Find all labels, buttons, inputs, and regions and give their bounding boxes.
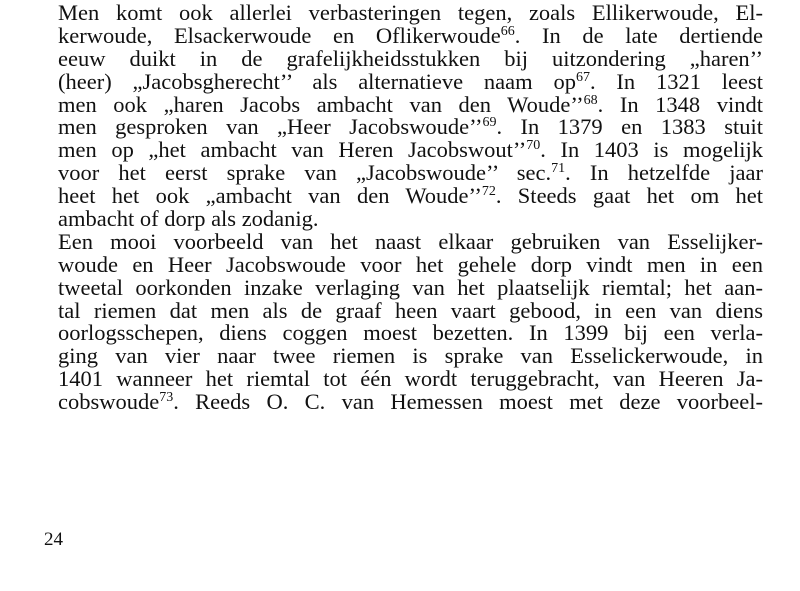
line-text: heet het ook „ambacht van den Woude’’ [58,183,482,209]
line-text: . Reeds O. C. van Hemessen moest met deze voorbeel- [173,389,763,415]
line-text: . Steeds gaat het om het [495,183,763,209]
line-text: eeuw duikt in de grafelijkheidsstukken bij uitzondering „haren’’ [58,45,763,71]
text-line [58,22,763,48]
line-text: men ook „haren Jacobs ambacht van den Woude’’ [58,91,584,117]
line-text: Men komt ook allerlei verbasteringen tegen, zoals Ellikerwoude, El- [58,0,763,25]
footnote-ref: 72 [481,184,496,200]
line-text: . In 1403 is mogelijk [540,137,763,163]
paragraph-1 [58,2,763,231]
text-line [58,322,763,345]
line-text: 1401 wanneer het riemtal tot één wordt teruggebracht, van Heeren Ja- [58,366,763,392]
line-text: Een mooi voorbeeld van het naast elkaar gebruiken van Esselijker- [58,228,763,254]
line-text: . In hetzelfde jaar [565,160,764,186]
text-line [58,185,763,208]
text-line [58,228,763,254]
text-line [58,162,763,185]
text-line [58,251,763,277]
footnote-ref: 68 [583,92,598,108]
line-text: tal riemen dat men als de graaf heen vaart gebood, in een van diens [58,297,763,323]
text-line [58,391,763,414]
line-text: ambacht of dorp als zodanig. [58,206,319,232]
text-line [58,368,763,391]
text-line [58,2,763,25]
body-text [58,2,763,414]
text-line [58,139,763,162]
line-text: men op „het ambacht van Heren Jacobswout’’ [58,137,527,163]
text-line [58,297,763,323]
footnote-ref: 69 [482,115,497,131]
text-line [58,45,763,71]
line-text: woude en Heer Jacobswoude voor het gehele dorp vindt men in een [58,251,763,277]
text-line [58,345,763,368]
line-text: tweetal oorkonden inzake verlaging van het plaatselijk riemtal; het aan- [58,274,763,300]
line-text: oorlogsschepen, diens coggen moest bezetten. In 1399 bij een verla- [58,320,763,346]
text-line [58,274,763,300]
line-text: ging van vier naar twee riemen is sprake van Esselickerwoude, in [58,343,763,369]
text-line [58,68,763,94]
text-line [58,91,763,117]
line-text: cobswoude [58,389,160,415]
footnote-ref: 70 [526,138,541,154]
text-line [58,208,763,231]
line-text: . In 1321 leest [589,68,763,94]
line-text: kerwoude, Elsackerwoude en Oflikerwoude [58,22,501,48]
line-text: . In 1379 en 1383 stuit [496,114,763,140]
page-number: 24 [44,529,63,550]
line-text: (heer) „Jacobsgherecht’’ als alternatieve naam op [58,68,576,94]
line-text: . In 1348 vindt [597,91,763,117]
line-text: voor het eerst sprake van „Jacobswoude’’ sec. [58,160,552,186]
line-text: men gesproken van „Heer Jacobswoude’’ [58,114,483,140]
footnote-ref: 73 [159,390,174,406]
footnote-ref: 67 [575,69,590,85]
paragraph-2 [58,228,763,415]
footnote-ref: 66 [500,23,515,39]
footnote-ref: 71 [551,161,566,177]
line-text: . In de late dertiende [514,22,763,48]
text-line [58,116,763,139]
